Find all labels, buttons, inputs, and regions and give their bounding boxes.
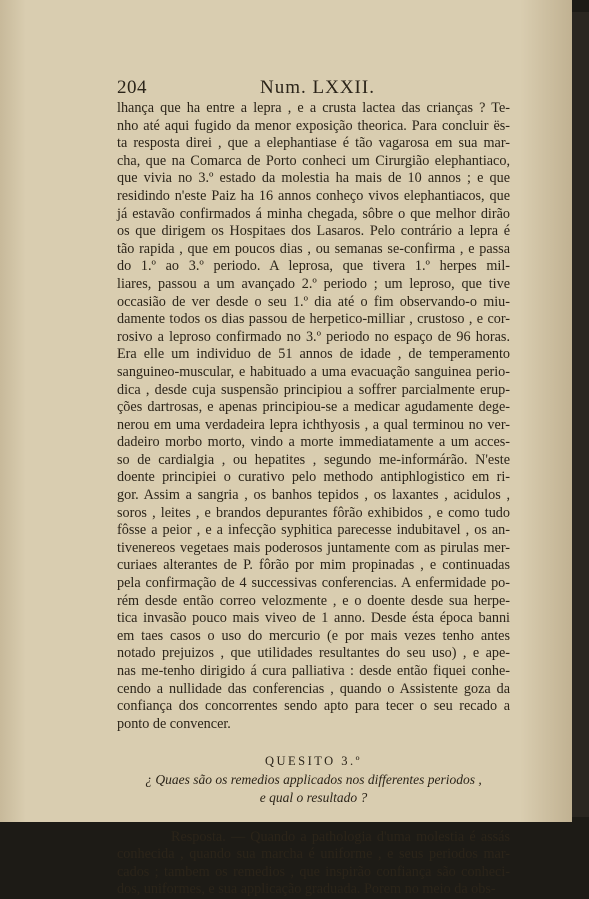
answer-2-line: rém desde então correo velozmente , e o doente desde sua herpe- <box>117 592 510 609</box>
answer-2-line: doente principiei o curativo pelo methodo antiphlogistico em ri- <box>117 469 510 486</box>
answer-2-line: já estavão confirmados á minha chegada, sôbre o que melhor dirão <box>117 205 510 222</box>
answer-2-line: fôsse a peior , e a infecção syphitica parecesse indubitavel , os an- <box>117 522 510 539</box>
page-header <box>117 77 512 99</box>
answer-2-line: soros , leites , e brandos depurantes fôrão exhibidos , e como tudo <box>117 504 510 521</box>
answer-2-line: nerou em uma verdadeira lepra ichthyosis , a qual terminou no ver- <box>117 416 510 433</box>
answer-2-line: gor. Assim a sangria , os banhos tepidos , os laxantes , acidulos , <box>117 487 510 504</box>
answer-2-line: que vivia no 3.º estado da molestia ha mais de 10 annos ; e que <box>117 170 510 187</box>
page-body <box>117 100 510 899</box>
question-3-line: e qual o resultado ? <box>259 789 368 805</box>
answer-2-line: curiaes alterantes de P. fôrão por mim propinadas , e continuadas <box>117 557 510 574</box>
answer-2-line: tica invasão pouco mais viveo de 1 anno. Desde ésta época banni <box>117 610 510 627</box>
adjacent-page-edge <box>572 12 589 817</box>
answer-2-line: dadeiro morbo morto, vindo a morte immediatamente a um acces- <box>117 434 510 451</box>
answer-2-line: cha, que na Comarca de Porto conheci um Cirurgião elephantiaco, <box>117 152 510 169</box>
answer-3-line: Resposta. — Quando a pathologia d'uma molestia é assás <box>171 828 510 845</box>
answer-2-line: lhança que ha entre a lepra , e a crusta lactea das crianças ? Te- <box>117 100 510 116</box>
answer-2-line: ções dartrosas, e apenas principiou-se a medicar agudamente dege- <box>117 399 510 416</box>
question-3 <box>117 771 510 806</box>
answer-2-line: em taes casos o uso do mercurio (e por mais vezes tenho antes <box>117 627 510 644</box>
question-3-line: ¿ Quaes são os remedios applicados nos differentes periodos , <box>145 772 482 788</box>
answer-2-line: rosivo a leproso confirmado no 3.º periodo no espaço de 96 horas. <box>117 328 510 345</box>
page-number: 204 <box>117 77 147 98</box>
answer-2-line: notado prejuizos , que utilidades resultantes do seu uso) , e ape- <box>117 645 510 662</box>
answer-3-line: cados ; tambem os remedios , que inspirão confiança são conheci- <box>117 863 510 880</box>
answer-2-line: tão rapida , que em poucos dias , ou semanas se-confirma , e passa <box>117 240 510 257</box>
paragraph-answer-2 <box>117 100 510 733</box>
answer-2-line: confiança dos concorrentes sendo apto para tecer o seu recado a <box>117 698 510 715</box>
answer-2-line: ponto de convencer. <box>117 715 231 732</box>
answer-2-line: sanguineo-muscular, e habituado a uma evacuação sanguinea perio- <box>117 363 510 380</box>
answer-2-line: dica , desde cuja suspensão principiou a soffrer parcialmente erup- <box>117 381 510 398</box>
answer-2-line: residindo n'este Paiz ha 16 annos conheço vivos elephantiacos, que <box>117 187 510 204</box>
answer-2-line: nas me-tenho dirigido á cura palliativa : desde então fiquei conhe- <box>117 663 510 679</box>
spacer <box>117 807 510 829</box>
answer-2-line: os que dirigem os Hospitaes dos Lasaros. Pelo contrário a lepra é <box>117 223 510 240</box>
answer-2-line: liares, passou a um avançado 2.º periodo ; um leproso, que tive <box>117 275 510 292</box>
answer-3-line: dos, uniformes, e sua applicação graduada. Porem no meio da obs- <box>117 881 496 898</box>
answer-2-line: do 1.º ao 3.º periodo. A leprosa, que tivera 1.º herpes mil- <box>117 258 510 275</box>
answer-2-line: tivenereos vegetaes mais poderosos juntamente com as pirulas mer- <box>117 539 510 556</box>
answer-2-line: Era elle um individuo de 51 annos de idade , de temperamento <box>117 346 510 363</box>
answer-3-line: conhecida , quando sua marcha é uniforme , e seus periodos mar- <box>117 846 510 863</box>
answer-2-line: so de cardialgia , ou hepatites , segundo me-informárão. N'este <box>117 451 510 468</box>
paragraph-answer-3 <box>117 829 510 899</box>
answer-2-line: damente todos os dias passou de herpetico-milliar , crustoso , e cor- <box>117 311 510 328</box>
answer-2-line: nho até aqui fugido da menor exposição theorica. Para concluir ës- <box>117 117 510 134</box>
answer-2-line: pela confirmação de 4 successivas conferencias. A enfermidade po- <box>117 575 510 592</box>
running-head: Num. LXXII. <box>260 77 375 98</box>
answer-2-line: ta resposta direi , que a elephantiase é tão vagarosa em sua mar- <box>117 135 510 152</box>
answer-2-line: cendo a nullidade das conferencias , quando o Assistente goza da <box>117 680 510 697</box>
section-title: QUESITO 3.º <box>264 754 363 769</box>
answer-2-line: occasião de ver desde o seu 1.º dia até o fim observando-o miu- <box>117 293 510 310</box>
